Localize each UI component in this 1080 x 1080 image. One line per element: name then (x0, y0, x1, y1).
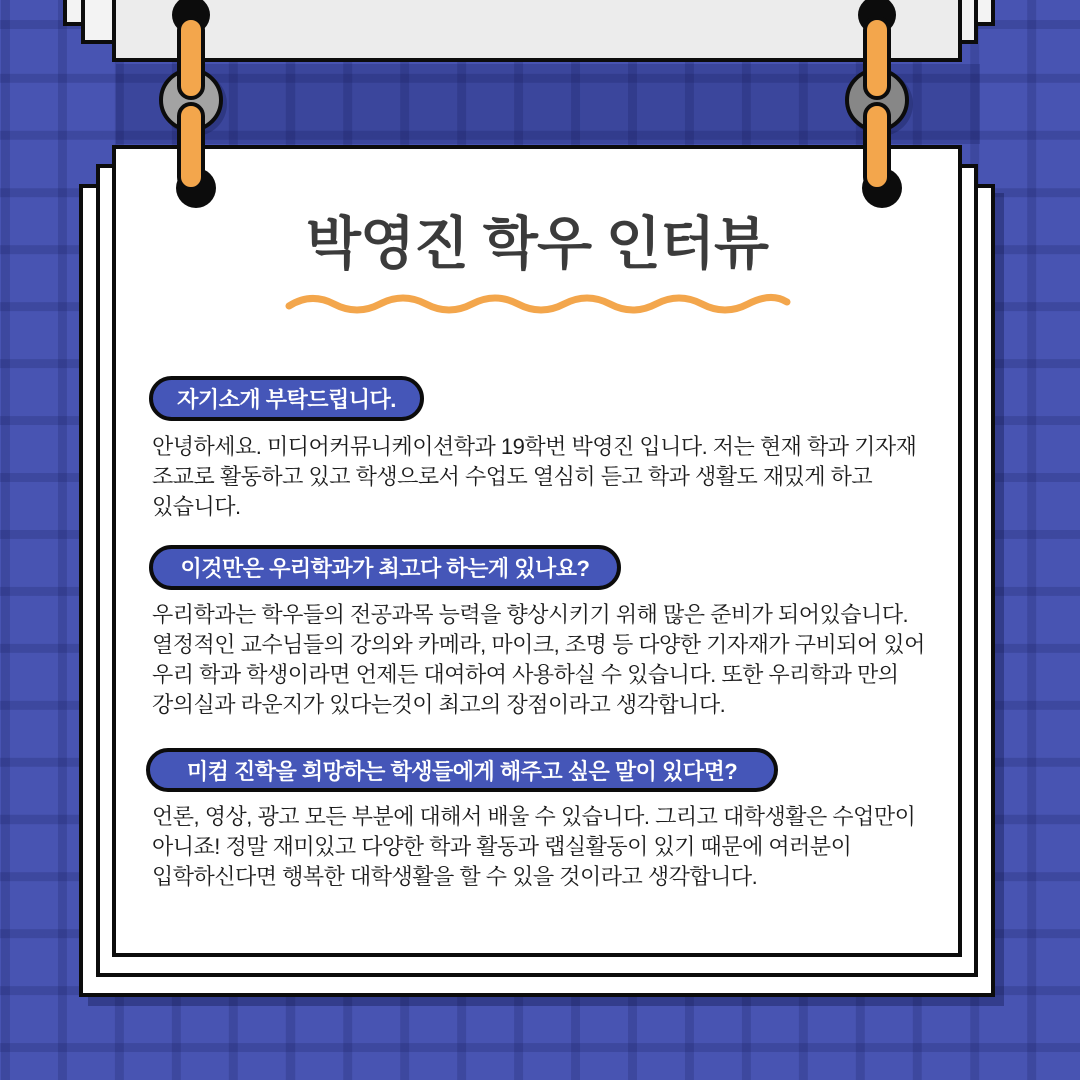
ring-bar-icon (863, 102, 891, 191)
wavy-underline-icon (284, 288, 792, 316)
binder-ring-left (158, 0, 224, 212)
answer-text-1: 안녕하세요. 미디어커뮤니케이션학과 19학번 박영진 입니다. 저는 현재 학과 기자재 조교로 활동하고 있고 학생으로서 수업도 열심히 듣고 학과 생활도 재밌게 하고 있습니다. (152, 434, 917, 519)
question-pill-3: 미컴 진학을 희망하는 학생들에게 해주고 싶은 말이 있다면? (146, 748, 778, 792)
ring-bar-icon (863, 16, 891, 100)
answer-text-3: 언론, 영상, 광고 모든 부분에 대해서 배울 수 있습니다. 그리고 대학생활은 수업만이 아니죠! 정말 재미있고 다양한 학과 활동과 랩실활동이 있기 때문에 여러분이 입학하신다면 행복한 대학생활을 할 수 있을 것이라고 생각합니다. (152, 804, 916, 889)
answer-text-2: 우리학과는 학우들의 전공과목 능력을 향상시키기 위해 많은 준비가 되어있습니다. 열정적인 교수님들의 강의와 카메라, 마이크, 조명 등 다양한 기자재가 구비되어 있어 우리 학과 학생이라면 언제든 대여하여 사용하실 수 있습니다. 또한 우리학과 만의 강의실과 라운지가 있다는것이 최고의 장점이라고 생각합니다. (152, 602, 925, 717)
binder-ring-right (844, 0, 910, 212)
page-title: 박영진 학우 인터뷰 (305, 212, 769, 276)
flipped-page-front-sheet (112, 0, 962, 62)
question-pill-1: 자기소개 부탁드립니다. (149, 376, 424, 421)
ring-bar-icon (177, 16, 205, 100)
question-pill-2: 이것만은 우리학과가 최고다 하는게 있나요? (149, 545, 621, 590)
ring-bar-icon (177, 102, 205, 191)
